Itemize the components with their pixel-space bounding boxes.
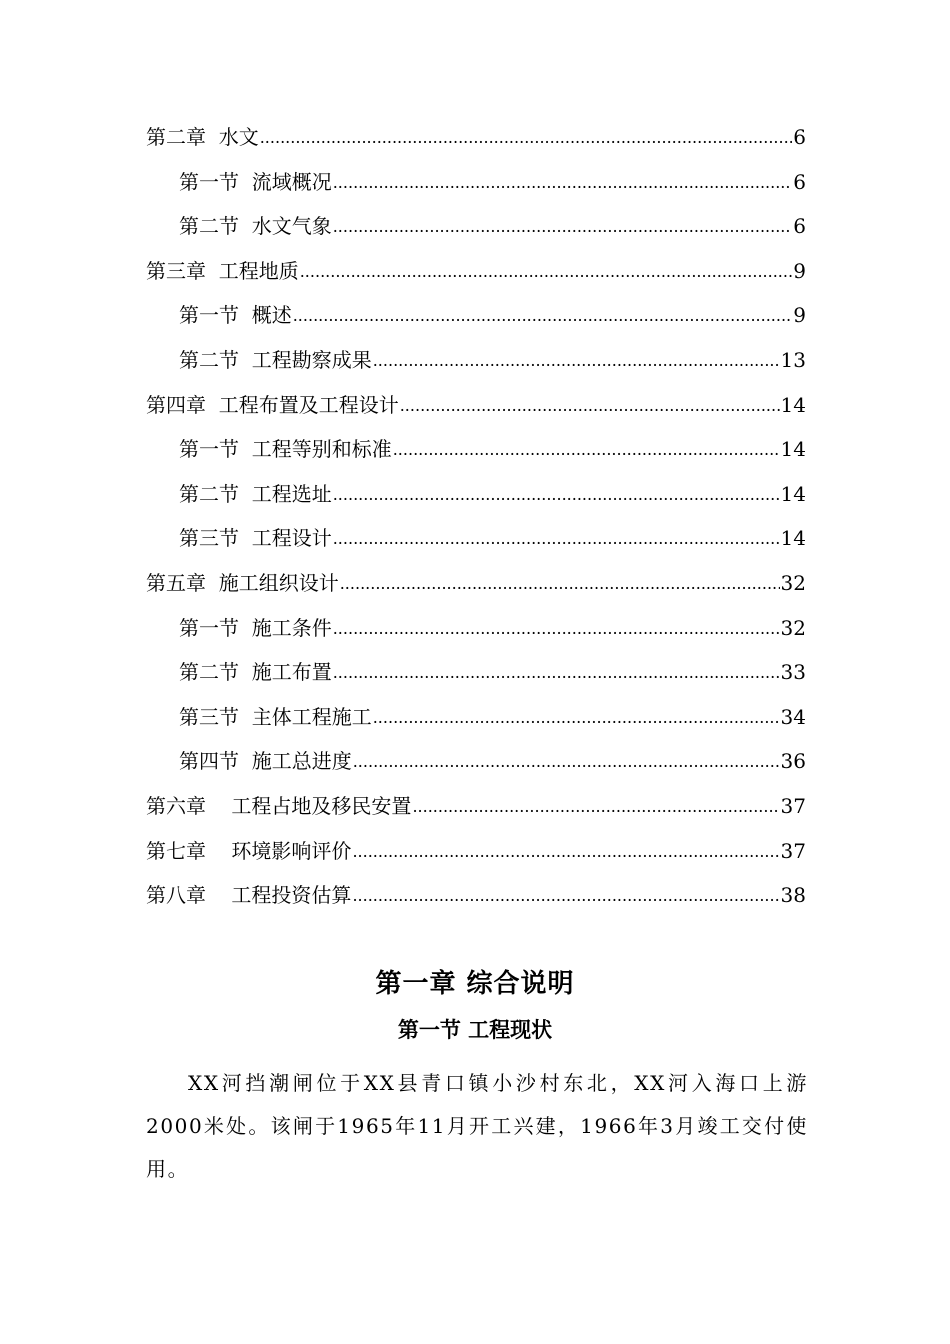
toc-entry[interactable]	[146, 519, 806, 564]
toc-entry[interactable]	[146, 207, 806, 252]
toc-entry-label: 第二章 水文	[146, 125, 259, 149]
toc-entry[interactable]	[146, 832, 806, 877]
toc-entry[interactable]	[146, 787, 806, 832]
toc-entry-page-number: 9	[793, 258, 806, 283]
toc-leader-dots	[333, 206, 793, 246]
toc-entry-label: 第八章 工程投资估算	[146, 883, 352, 908]
toc-leader-dots	[353, 741, 780, 781]
toc-entry[interactable]	[146, 341, 806, 386]
toc-leader-dots	[333, 162, 793, 202]
section-heading: 第一节 工程现状	[397, 1018, 553, 1042]
toc-leader-dots	[352, 831, 779, 871]
toc-entry-page-number: 14	[780, 481, 806, 506]
toc-entry-page-number: 14	[780, 392, 806, 417]
toc-entry-label: 第三节 工程设计	[179, 526, 332, 551]
toc-entry-label: 第一节 工程等别和标准	[179, 437, 392, 462]
toc-entry-page-number: 32	[780, 615, 806, 640]
chapter-heading: 第一章 综合说明	[375, 969, 575, 999]
toc-entry-page-number: 14	[780, 526, 806, 551]
toc-entry-label: 第三章 工程地质	[146, 258, 299, 283]
toc-entry[interactable]	[146, 296, 806, 341]
toc-entry-label: 第二节 工程选址	[179, 481, 332, 506]
toc-entry-label: 第五章 施工组织设计	[146, 570, 339, 595]
toc-leader-dots	[300, 251, 793, 291]
toc-leader-dots	[412, 786, 779, 826]
toc-entry-page-number: 13	[780, 347, 806, 372]
toc-leader-dots	[333, 518, 780, 558]
toc-entry-label: 第二节 水文气象	[179, 214, 332, 239]
toc-entry-page-number: 34	[780, 704, 806, 729]
toc-entry-page-number: 32	[780, 570, 806, 595]
toc-leader-dots	[333, 474, 780, 514]
toc-entry-page-number: 37	[780, 793, 806, 818]
toc-entry[interactable]	[146, 386, 806, 431]
toc-entry-page-number: 9	[793, 303, 806, 328]
toc-entry-label: 第一节 流域概况	[179, 169, 332, 194]
toc-entry-page-number: 38	[780, 883, 806, 908]
toc-entry-label: 第四章 工程布置及工程设计	[146, 392, 399, 417]
toc-entry-page-number: 6	[793, 214, 806, 239]
toc-leader-dots	[373, 340, 780, 380]
toc-entry[interactable]	[146, 475, 806, 520]
toc-entry[interactable]	[146, 118, 806, 163]
toc-entry-label: 第六章 工程占地及移民安置	[146, 793, 412, 818]
toc-entry-page-number: 33	[780, 660, 806, 685]
toc-leader-dots	[293, 295, 793, 335]
toc-entry[interactable]	[146, 698, 806, 743]
toc-entry[interactable]	[146, 252, 806, 297]
toc-leader-dots	[340, 563, 780, 603]
toc-leader-dots	[333, 652, 780, 692]
toc-entry-label: 第二节 施工布置	[179, 660, 332, 685]
toc-entry[interactable]	[146, 430, 806, 475]
toc-entry-label: 第四节 施工总进度	[179, 749, 352, 774]
body-paragraph: XX河挡潮闸位于XX县青口镇小沙村东北，XX河入海口上游2000米处。该闸于1965年11月开工兴建，1966年3月竣工交付使用。	[146, 1071, 808, 1181]
toc-entry-label: 第二节 工程勘察成果	[179, 347, 372, 372]
toc-entry-page-number: 14	[780, 437, 806, 462]
toc-entry-label: 第一节 施工条件	[179, 615, 332, 640]
toc-entry-page-number: 36	[780, 749, 806, 774]
toc-entry-page-number: 37	[780, 838, 806, 863]
toc-leader-dots	[352, 875, 779, 915]
toc-entry[interactable]	[146, 564, 806, 609]
toc-entry-page-number: 6	[793, 169, 806, 194]
toc-leader-dots	[400, 385, 780, 425]
toc-entry[interactable]	[146, 876, 806, 921]
toc-entry[interactable]	[146, 653, 806, 698]
toc-leader-dots	[260, 117, 793, 157]
toc-leader-dots	[393, 429, 780, 469]
toc-leader-dots	[333, 608, 780, 648]
toc-entry[interactable]	[146, 742, 806, 787]
toc-entry-label: 第三节 主体工程施工	[179, 704, 372, 729]
toc-entry-label: 第七章 环境影响评价	[146, 838, 352, 863]
toc-leader-dots	[373, 697, 780, 737]
toc-entry[interactable]	[146, 163, 806, 208]
toc-entry-label: 第一节 概述	[179, 303, 292, 328]
toc-entry-page-number: 6	[793, 125, 806, 149]
table-of-contents	[146, 118, 806, 921]
toc-entry[interactable]	[146, 609, 806, 654]
